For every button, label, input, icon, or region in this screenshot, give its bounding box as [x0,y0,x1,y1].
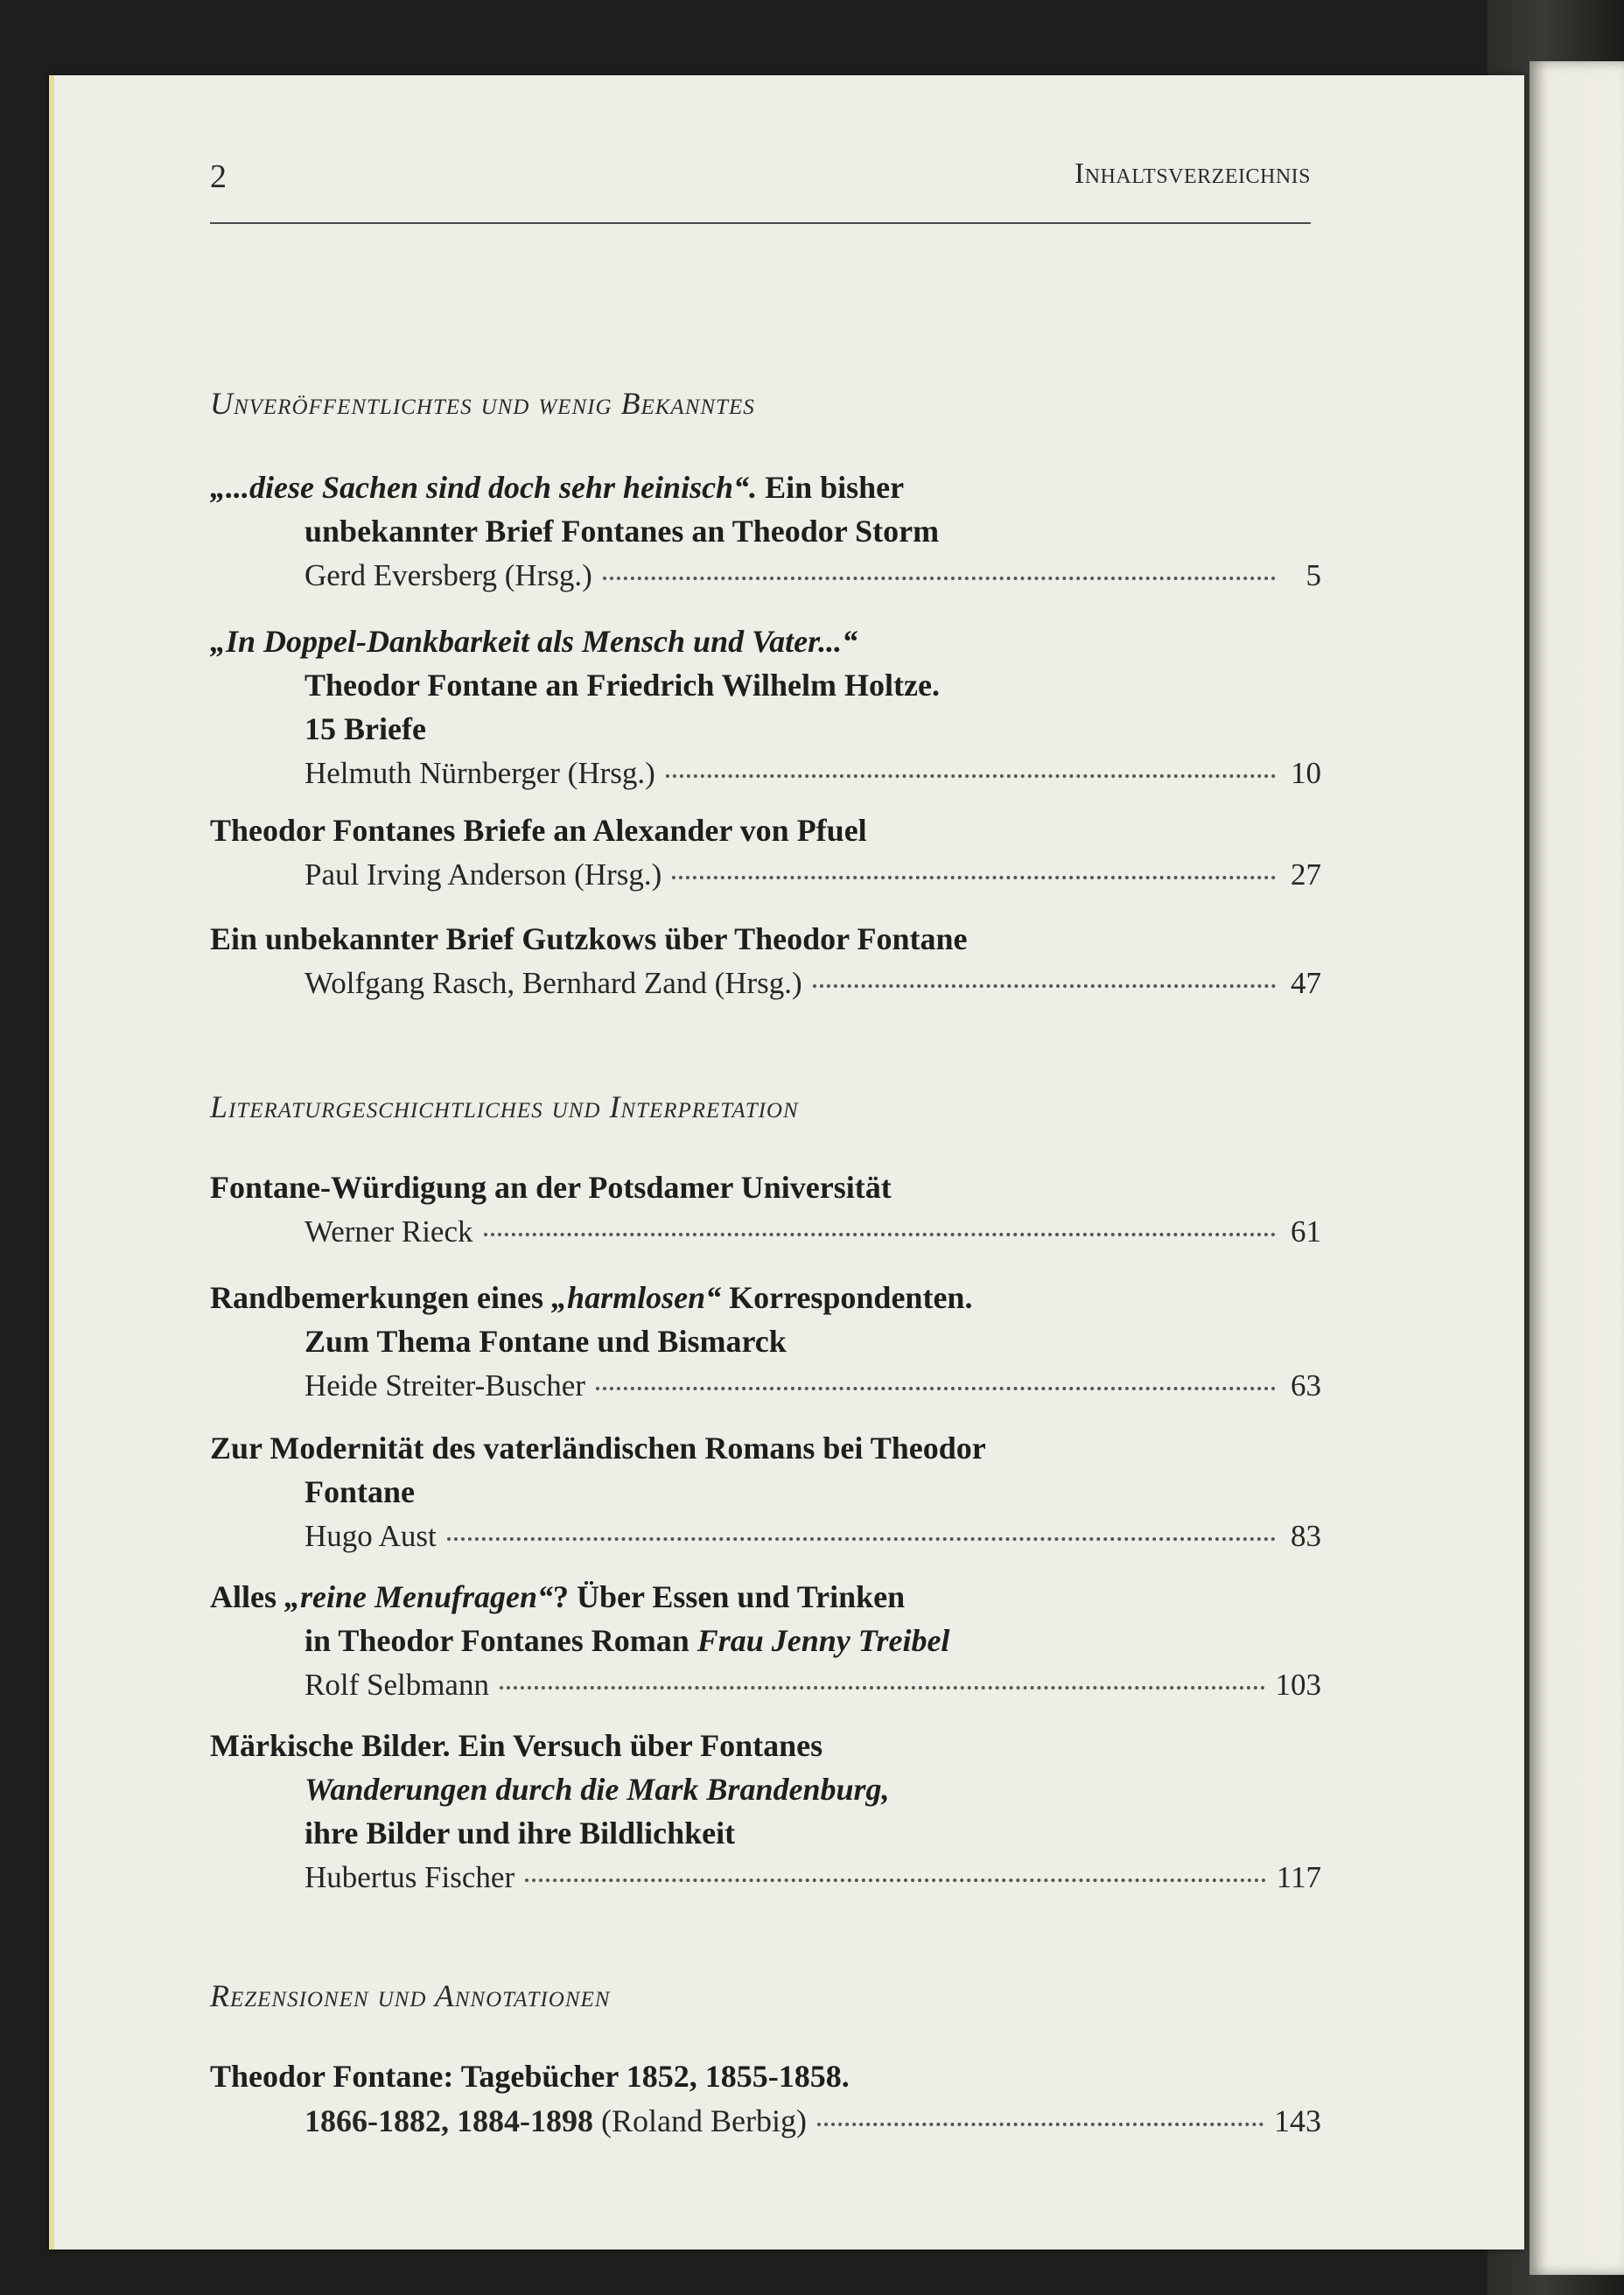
entry-title-line: Fontane-Würdigung an der Potsdamer Universität [210,1170,892,1205]
entry-title-line: Theodor Fontanes Briefe an Alexander von Pfuel [210,813,867,848]
entry-page: 27 [1291,857,1321,892]
entry-author: Rolf Selbmann [304,1668,489,1702]
entry-title-line: unbekannter Brief Fontanes an Theodor Storm [304,514,940,549]
running-header [210,157,1311,210]
section-heading: Unveröffentlichtes und wenig Bekanntes [210,386,755,421]
entry-title-line: Wanderungen durch die Mark Brandenburg, [304,1772,890,1807]
leader-dots [500,1686,1265,1690]
entry-title-line: Zur Modernität des vaterländischen Romans bei Theodor [210,1431,986,1466]
entry-author-line [210,1363,1321,1409]
leader-dots [525,1879,1266,1882]
entry-title-line: Theodor Fontane an Friedrich Wilhelm Holtze. [304,668,940,703]
entry-author-line [210,1209,1321,1255]
header-rule [210,222,1311,224]
entry-author-line [210,553,1321,598]
page-number: 2 [210,158,227,195]
toc-entry[interactable] [210,619,1321,796]
entry-author: Helmuth Nürnberger (Hrsg.) [304,756,655,790]
entry-author: Paul Irving Anderson (Hrsg.) [304,857,662,892]
entry-title-line: ihre Bilder und ihre Bildlichkeit [304,1816,736,1851]
toc-entry[interactable] [210,808,1321,898]
entry-author-line [210,961,1321,1006]
entry-author-line [210,751,1321,796]
entry-page: 83 [1291,1519,1321,1553]
entry-page: 5 [1306,558,1321,592]
entry-title-line: Randbemerkungen eines „harmlosen“ Korrespondenten. [210,1280,973,1315]
entry-title-line: Märkische Bilder. Ein Versuch über Fontanes [210,1728,823,1763]
entry-author: Heide Streiter-Buscher [304,1368,585,1403]
entry-page: 61 [1291,1214,1321,1249]
entry-author-line [210,852,1321,898]
entry-page: 47 [1291,966,1321,1000]
entry-author: Gerd Eversberg (Hrsg.) [304,558,592,592]
entry-author-line [210,1662,1321,1708]
entry-page: 143 [1274,2103,1321,2138]
entry-author: Werner Rieck [304,1214,473,1249]
entry-page: 103 [1275,1668,1321,1702]
toc-entry[interactable] [210,1165,1321,1255]
leader-dots [603,577,1276,580]
leader-dots [672,876,1276,879]
leader-dots [484,1233,1277,1236]
leader-dots [666,774,1276,778]
entry-page: 10 [1291,756,1321,790]
leader-dots [447,1537,1276,1541]
entry-author-line [210,1514,1321,1559]
entry-page: 117 [1276,1860,1321,1894]
toc-entry[interactable] [210,1426,1321,1559]
toc-entry[interactable] [210,1575,1321,1708]
facing-page-edge [1530,61,1624,2275]
entry-title-line: „...diese Sachen sind doch sehr heinisch“. Ein bisher [210,470,905,505]
section-heading: Literaturgeschichtliches und Interpretation [210,1089,799,1124]
toc-entry[interactable] [210,917,1321,1006]
entry-title-line: Ein unbekannter Brief Gutzkows über Theodor Fontane [210,921,968,956]
running-title: Inhaltsverzeichnis [1074,157,1311,190]
entry-title-line: Fontane [304,1474,415,1509]
entry-author: Hubertus Fischer [304,1860,515,1894]
toc-entry[interactable] [210,1276,1321,1409]
entry-title-line: Alles „reine Menufragen“? Über Essen und Trinken [210,1579,906,1614]
leader-dots [817,2123,1264,2126]
entry-title-line: 15 Briefe [304,711,426,746]
entry-page: 63 [1291,1368,1321,1403]
toc-entry[interactable] [210,1724,1321,1900]
leader-dots [813,984,1276,988]
toc-entry[interactable] [210,465,1321,598]
entry-title-line: in Theodor Fontanes Roman Frau Jenny Treibel [304,1623,950,1658]
toc-entry[interactable] [210,2054,1321,2144]
leader-dots [596,1387,1276,1390]
entry-author: Wolfgang Rasch, Bernhard Zand (Hrsg.) [304,966,802,1000]
entry-title-and-reviewer: 1866-1882, 1884-1898 (Roland Berbig) [304,2103,807,2138]
entry-author: Hugo Aust [304,1519,437,1553]
entry-title-line: Zum Thema Fontane und Bismarck [304,1324,787,1359]
section-heading: Rezensionen und Annotationen [210,1978,611,2013]
entry-author-line [210,1855,1321,1900]
entry-author-line [210,2098,1321,2144]
entry-title-line: Theodor Fontane: Tagebücher 1852, 1855-1858. [210,2059,850,2094]
entry-title-line: „In Doppel-Dankbarkeit als Mensch und Vater...“ [210,624,858,659]
